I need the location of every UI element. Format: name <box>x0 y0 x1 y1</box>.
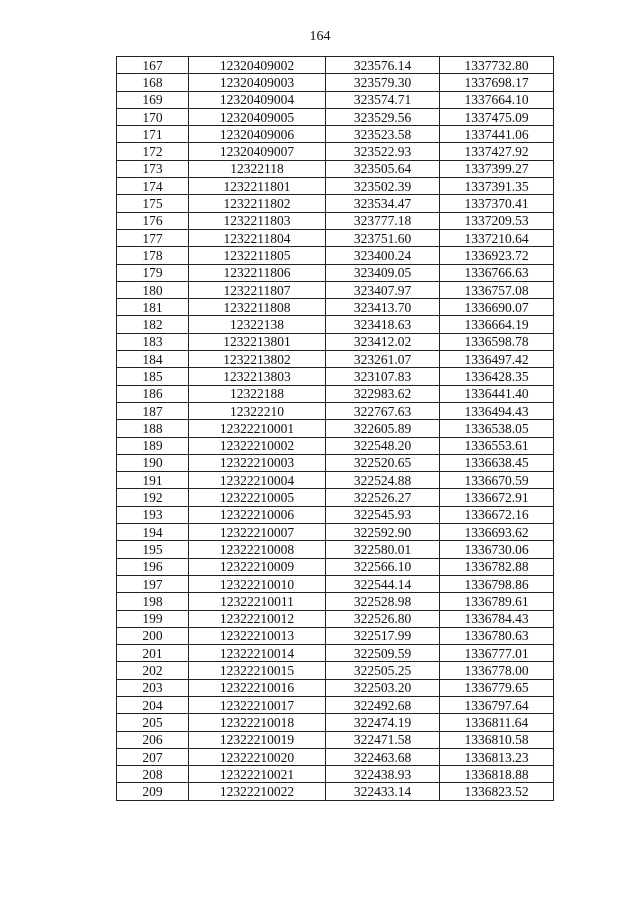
y-coordinate-cell: 1336823.52 <box>440 783 554 800</box>
point-id-cell: 12322188 <box>189 385 326 402</box>
table-row <box>117 178 554 195</box>
table-row <box>117 333 554 350</box>
x-coordinate-cell: 322592.90 <box>326 524 440 541</box>
y-coordinate-cell: 1336441.40 <box>440 385 554 402</box>
point-id-cell: 12322210015 <box>189 662 326 679</box>
table-row <box>117 610 554 627</box>
row-index-cell: 209 <box>117 783 189 800</box>
y-coordinate-cell: 1337441.06 <box>440 126 554 143</box>
x-coordinate-cell: 322983.62 <box>326 385 440 402</box>
point-id-cell: 12322138 <box>189 316 326 333</box>
row-index-cell: 187 <box>117 402 189 419</box>
x-coordinate-cell: 322548.20 <box>326 437 440 454</box>
row-index-cell: 190 <box>117 454 189 471</box>
row-index-cell: 173 <box>117 160 189 177</box>
row-index-cell: 175 <box>117 195 189 212</box>
row-index-cell: 178 <box>117 247 189 264</box>
y-coordinate-cell: 1337664.10 <box>440 91 554 108</box>
y-coordinate-cell: 1336670.59 <box>440 472 554 489</box>
table-row <box>117 126 554 143</box>
row-index-cell: 169 <box>117 91 189 108</box>
page-number: 164 <box>309 29 331 44</box>
point-id-cell: 12322210011 <box>189 593 326 610</box>
table-row <box>117 160 554 177</box>
y-coordinate-cell: 1337210.64 <box>440 229 554 246</box>
point-id-cell: 12322210012 <box>189 610 326 627</box>
table-row <box>117 316 554 333</box>
x-coordinate-cell: 322605.89 <box>326 420 440 437</box>
y-coordinate-cell: 1336494.43 <box>440 402 554 419</box>
x-coordinate-cell: 323579.30 <box>326 74 440 91</box>
table-row <box>117 506 554 523</box>
row-index-cell: 189 <box>117 437 189 454</box>
x-coordinate-cell: 323502.39 <box>326 178 440 195</box>
row-index-cell: 188 <box>117 420 189 437</box>
y-coordinate-cell: 1337209.53 <box>440 212 554 229</box>
point-id-cell: 12322210018 <box>189 714 326 731</box>
x-coordinate-cell: 322492.68 <box>326 696 440 713</box>
x-coordinate-cell: 323261.07 <box>326 351 440 368</box>
row-index-cell: 171 <box>117 126 189 143</box>
point-id-cell: 1232211808 <box>189 299 326 316</box>
point-id-cell: 1232211805 <box>189 247 326 264</box>
table-row <box>117 247 554 264</box>
x-coordinate-cell: 322503.20 <box>326 679 440 696</box>
row-index-cell: 193 <box>117 506 189 523</box>
y-coordinate-cell: 1336813.23 <box>440 748 554 765</box>
x-coordinate-cell: 323407.97 <box>326 281 440 298</box>
x-coordinate-cell: 323505.64 <box>326 160 440 177</box>
y-coordinate-cell: 1336797.64 <box>440 696 554 713</box>
x-coordinate-cell: 323409.05 <box>326 264 440 281</box>
y-coordinate-cell: 1336779.65 <box>440 679 554 696</box>
row-index-cell: 195 <box>117 541 189 558</box>
table-row <box>117 437 554 454</box>
table-row <box>117 195 554 212</box>
point-id-cell: 12320409005 <box>189 108 326 125</box>
x-coordinate-cell: 323412.02 <box>326 333 440 350</box>
row-index-cell: 183 <box>117 333 189 350</box>
row-index-cell: 199 <box>117 610 189 627</box>
y-coordinate-cell: 1336818.88 <box>440 766 554 783</box>
row-index-cell: 181 <box>117 299 189 316</box>
point-id-cell: 12322210001 <box>189 420 326 437</box>
point-id-cell: 12320409007 <box>189 143 326 160</box>
y-coordinate-cell: 1337732.80 <box>440 57 554 74</box>
y-coordinate-cell: 1336638.45 <box>440 454 554 471</box>
row-index-cell: 198 <box>117 593 189 610</box>
row-index-cell: 184 <box>117 351 189 368</box>
row-index-cell: 200 <box>117 627 189 644</box>
point-id-cell: 12322210013 <box>189 627 326 644</box>
x-coordinate-cell: 322526.80 <box>326 610 440 627</box>
table-row <box>117 696 554 713</box>
x-coordinate-cell: 323574.71 <box>326 91 440 108</box>
point-id-cell: 1232213803 <box>189 368 326 385</box>
y-coordinate-cell: 1336811.64 <box>440 714 554 731</box>
y-coordinate-cell: 1336690.07 <box>440 299 554 316</box>
x-coordinate-cell: 322566.10 <box>326 558 440 575</box>
row-index-cell: 176 <box>117 212 189 229</box>
x-coordinate-cell: 323534.47 <box>326 195 440 212</box>
y-coordinate-cell: 1336798.86 <box>440 575 554 592</box>
table-row <box>117 524 554 541</box>
row-index-cell: 174 <box>117 178 189 195</box>
y-coordinate-cell: 1336810.58 <box>440 731 554 748</box>
row-index-cell: 206 <box>117 731 189 748</box>
table-row <box>117 679 554 696</box>
x-coordinate-cell: 323529.56 <box>326 108 440 125</box>
row-index-cell: 182 <box>117 316 189 333</box>
row-index-cell: 208 <box>117 766 189 783</box>
y-coordinate-cell: 1336784.43 <box>440 610 554 627</box>
table-row <box>117 143 554 160</box>
row-index-cell: 177 <box>117 229 189 246</box>
y-coordinate-cell: 1337370.41 <box>440 195 554 212</box>
x-coordinate-cell: 322438.93 <box>326 766 440 783</box>
y-coordinate-cell: 1336538.05 <box>440 420 554 437</box>
x-coordinate-cell: 323418.63 <box>326 316 440 333</box>
row-index-cell: 202 <box>117 662 189 679</box>
point-id-cell: 12322210019 <box>189 731 326 748</box>
row-index-cell: 192 <box>117 489 189 506</box>
y-coordinate-cell: 1337698.17 <box>440 74 554 91</box>
point-id-cell: 12320409003 <box>189 74 326 91</box>
table-row <box>117 351 554 368</box>
y-coordinate-cell: 1337475.09 <box>440 108 554 125</box>
y-coordinate-cell: 1336672.91 <box>440 489 554 506</box>
point-id-cell: 12322210004 <box>189 472 326 489</box>
table-row <box>117 575 554 592</box>
x-coordinate-cell: 322544.14 <box>326 575 440 592</box>
point-id-cell: 1232213802 <box>189 351 326 368</box>
table-row <box>117 264 554 281</box>
x-coordinate-cell: 322526.27 <box>326 489 440 506</box>
point-id-cell: 12320409006 <box>189 126 326 143</box>
x-coordinate-cell: 322580.01 <box>326 541 440 558</box>
point-id-cell: 12322210007 <box>189 524 326 541</box>
y-coordinate-cell: 1336766.63 <box>440 264 554 281</box>
y-coordinate-cell: 1336428.35 <box>440 368 554 385</box>
point-id-cell: 12322210 <box>189 402 326 419</box>
table-row <box>117 229 554 246</box>
y-coordinate-cell: 1337391.35 <box>440 178 554 195</box>
row-index-cell: 207 <box>117 748 189 765</box>
row-index-cell: 179 <box>117 264 189 281</box>
point-id-cell: 1232211806 <box>189 264 326 281</box>
table-row <box>117 420 554 437</box>
x-coordinate-cell: 323523.58 <box>326 126 440 143</box>
point-id-cell: 12320409004 <box>189 91 326 108</box>
point-id-cell: 12322118 <box>189 160 326 177</box>
row-index-cell: 170 <box>117 108 189 125</box>
point-id-cell: 12322210009 <box>189 558 326 575</box>
row-index-cell: 196 <box>117 558 189 575</box>
point-id-cell: 12322210003 <box>189 454 326 471</box>
table-row <box>117 212 554 229</box>
table-row <box>117 766 554 783</box>
table-row <box>117 281 554 298</box>
y-coordinate-cell: 1336598.78 <box>440 333 554 350</box>
table-row <box>117 57 554 74</box>
table-row <box>117 454 554 471</box>
table-row <box>117 368 554 385</box>
x-coordinate-cell: 322520.65 <box>326 454 440 471</box>
table-row <box>117 783 554 800</box>
table-row <box>117 472 554 489</box>
y-coordinate-cell: 1336497.42 <box>440 351 554 368</box>
table-row <box>117 662 554 679</box>
y-coordinate-cell: 1336778.00 <box>440 662 554 679</box>
row-index-cell: 167 <box>117 57 189 74</box>
point-id-cell: 12322210014 <box>189 645 326 662</box>
point-id-cell: 1232211801 <box>189 178 326 195</box>
x-coordinate-cell: 323777.18 <box>326 212 440 229</box>
row-index-cell: 194 <box>117 524 189 541</box>
table-row <box>117 385 554 402</box>
table-row <box>117 402 554 419</box>
table-row <box>117 74 554 91</box>
table-row <box>117 558 554 575</box>
x-coordinate-cell: 322545.93 <box>326 506 440 523</box>
row-index-cell: 180 <box>117 281 189 298</box>
y-coordinate-cell: 1336789.61 <box>440 593 554 610</box>
x-coordinate-cell: 322505.25 <box>326 662 440 679</box>
point-id-cell: 12322210002 <box>189 437 326 454</box>
point-id-cell: 12322210010 <box>189 575 326 592</box>
table-row <box>117 489 554 506</box>
point-id-cell: 1232211804 <box>189 229 326 246</box>
table-row <box>117 731 554 748</box>
row-index-cell: 205 <box>117 714 189 731</box>
point-id-cell: 12322210020 <box>189 748 326 765</box>
row-index-cell: 186 <box>117 385 189 402</box>
point-id-cell: 12320409002 <box>189 57 326 74</box>
y-coordinate-cell: 1337399.27 <box>440 160 554 177</box>
x-coordinate-cell: 322474.19 <box>326 714 440 731</box>
x-coordinate-cell: 323107.83 <box>326 368 440 385</box>
table-row <box>117 299 554 316</box>
point-id-cell: 1232211802 <box>189 195 326 212</box>
table-row <box>117 748 554 765</box>
x-coordinate-cell: 322524.88 <box>326 472 440 489</box>
point-id-cell: 12322210016 <box>189 679 326 696</box>
row-index-cell: 172 <box>117 143 189 160</box>
row-index-cell: 185 <box>117 368 189 385</box>
x-coordinate-cell: 322528.98 <box>326 593 440 610</box>
table-row <box>117 714 554 731</box>
point-id-cell: 12322210017 <box>189 696 326 713</box>
point-id-cell: 1232211807 <box>189 281 326 298</box>
y-coordinate-cell: 1336553.61 <box>440 437 554 454</box>
point-id-cell: 1232211803 <box>189 212 326 229</box>
x-coordinate-cell: 322471.58 <box>326 731 440 748</box>
y-coordinate-cell: 1336757.08 <box>440 281 554 298</box>
point-id-cell: 12322210005 <box>189 489 326 506</box>
row-index-cell: 203 <box>117 679 189 696</box>
y-coordinate-cell: 1336782.88 <box>440 558 554 575</box>
x-coordinate-cell: 323576.14 <box>326 57 440 74</box>
y-coordinate-cell: 1337427.92 <box>440 143 554 160</box>
table-row <box>117 593 554 610</box>
x-coordinate-cell: 323751.60 <box>326 229 440 246</box>
y-coordinate-cell: 1336693.62 <box>440 524 554 541</box>
y-coordinate-cell: 1336664.19 <box>440 316 554 333</box>
table-row <box>117 627 554 644</box>
y-coordinate-cell: 1336672.16 <box>440 506 554 523</box>
x-coordinate-cell: 322433.14 <box>326 783 440 800</box>
point-id-cell: 12322210006 <box>189 506 326 523</box>
point-id-cell: 1232213801 <box>189 333 326 350</box>
row-index-cell: 197 <box>117 575 189 592</box>
y-coordinate-cell: 1336780.63 <box>440 627 554 644</box>
y-coordinate-cell: 1336777.01 <box>440 645 554 662</box>
table-row <box>117 108 554 125</box>
row-index-cell: 204 <box>117 696 189 713</box>
x-coordinate-cell: 323400.24 <box>326 247 440 264</box>
x-coordinate-cell: 322509.59 <box>326 645 440 662</box>
coordinates-table <box>116 56 554 801</box>
y-coordinate-cell: 1336923.72 <box>440 247 554 264</box>
x-coordinate-cell: 322517.99 <box>326 627 440 644</box>
point-id-cell: 12322210022 <box>189 783 326 800</box>
point-id-cell: 12322210021 <box>189 766 326 783</box>
x-coordinate-cell: 323522.93 <box>326 143 440 160</box>
table-row <box>117 645 554 662</box>
table-row <box>117 91 554 108</box>
table-body <box>117 57 554 801</box>
x-coordinate-cell: 322767.63 <box>326 402 440 419</box>
table-row <box>117 541 554 558</box>
y-coordinate-cell: 1336730.06 <box>440 541 554 558</box>
x-coordinate-cell: 322463.68 <box>326 748 440 765</box>
row-index-cell: 191 <box>117 472 189 489</box>
row-index-cell: 201 <box>117 645 189 662</box>
row-index-cell: 168 <box>117 74 189 91</box>
point-id-cell: 12322210008 <box>189 541 326 558</box>
x-coordinate-cell: 323413.70 <box>326 299 440 316</box>
